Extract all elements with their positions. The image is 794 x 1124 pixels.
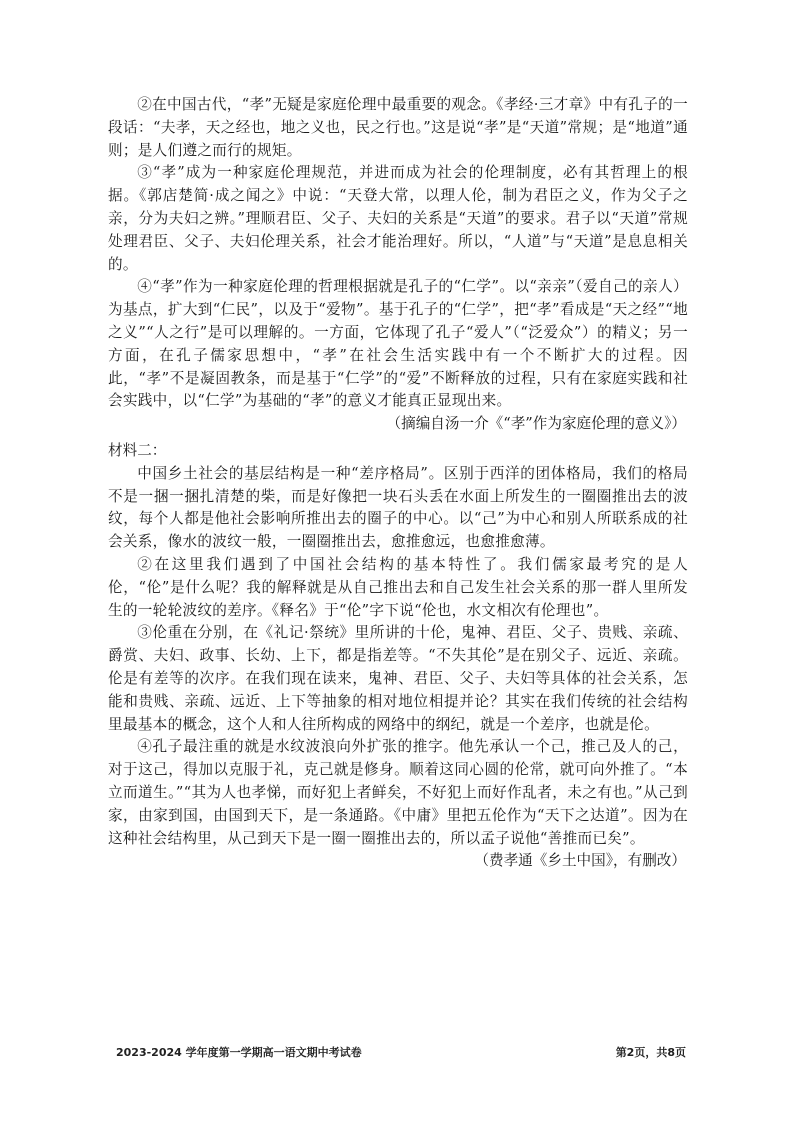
- material-two-paragraph-2: ②在这里我们遇到了中国社会结构的基本特性了。我们儒家最考究的是人伦，“伦”是什么呢？我的解释就是从自己推出去和自己发生社会关系的那一群人里所发生的一轮轮波纹的差序。《释名》于“伦”字下说“伦也，水文相次有伦理也”。: [108, 555, 688, 619]
- material-one-citation: （摘编自汤一介《“孝”作为家庭伦理的意义》）: [386, 415, 686, 433]
- material-two-paragraph-1: 中国乡土社会的基层结构是一种“差序格局”。区别于西洋的团体格局，我们的格局不是一捆一捆扎清楚的柴，而是好像把一块石头丢在水面上所发生的一圈圈推出去的波纹，每个人都是他社会影响所推出去的圈子的中心。以“己”为中心和别人所联系成的社会关系，像水的波纹一般，一圈圈推出去，愈推愈远，也愈推愈薄。: [108, 464, 688, 551]
- material-two-paragraph-3: ③伦重在分别，在《礼记·祭统》里所讲的十伦，鬼神、君臣、父子、贵贱、亲疏、爵赏、夫妇、政事、长幼、上下，都是指差等。“不失其伦”是在别父子、远近、亲疏。伦是有差等的次序。在我们现在读来，鬼神、君臣、父子、夫妇等具体的社会关系，怎能和贵贱、亲疏、远近、上下等抽象的相对地位相提并论？其实在我们传统的社会结构里最基本的概念，这个人和人往所构成的网络中的纲纪，就是一个差序，也就是伦。: [108, 624, 688, 733]
- material-one-paragraph-4: ④“孝”作为一种家庭伦理的哲理根据就是孔子的“仁学”。以“亲亲”（爱自己的亲人）为基点，扩大到“仁民”，以及于“爱物”。基于孔子的“仁学”，把“孝”看成是“天之经”“地之义”“人之行”是可以理解的。一方面，它体现了孔子“爱人”（“泛爱众”）的精义；另一方面，在孔子儒家思想中，“孝”在社会生活实践中有一个不断扩大的过程。因此，“孝”不是凝固教条，而是基于“仁学”的“爱”不断释放的过程，只有在家庭实践和社会实践中，以“仁学”为基础的“孝”的意义才能真正显现出来。: [108, 278, 688, 410]
- exam-title: 2023-2024 学年度第一学期高一语文期中考试卷: [116, 1046, 362, 1059]
- reading-passage: [108, 94, 688, 873]
- material-two-citation: （费孝通《乡土中国》，有删改）: [474, 852, 686, 870]
- page-number: 第2页，共8页: [615, 1046, 686, 1059]
- material-one-paragraph-3: ③“孝”成为一种家庭伦理规范，并进而成为社会的伦理制度，必有其哲理上的根据。《郭店楚简·成之闻之》中说：“天登大常，以理人伦，制为君臣之义，作为父子之亲，分为夫妇之辨。”理顺君臣、父子、夫妇的关系是“天道”的要求。君子以“天道”常规处理君臣、父子、夫妇伦理关系，社会才能治理好。所以，“人道”与“天道”是息息相关的。: [108, 164, 688, 273]
- material-one-paragraph-2: ②在中国古代，“孝”无疑是家庭伦理中最重要的观念。《孝经·三才章》中有孔子的一段话：“夫孝，天之经也，地之义也，民之行也。”这是说“孝”是“天道”常规；是“地道”通则；是人们遵之而行的规矩。: [108, 96, 688, 159]
- material-two-paragraph-4: ④孔子最注重的就是水纹波浪向外扩张的推字。他先承认一个己，推己及人的己，对于这己，得加以克服于礼，克己就是修身。顺着这同心圆的伦常，就可向外推了。“本立而道生。”“其为人也孝悌，而好犯上者鲜矣，不好犯上而好作乱者，未之有也。”从己到家，由家到国，由国到天下，是一条通路。《中庸》里把五伦作为“天下之达道”。因为在这种社会结构里，从己到天下是一圈一圈推出去的，所以孟子说他“善推而已矣”。: [108, 738, 688, 847]
- material-two-label: 材料二：: [108, 441, 167, 459]
